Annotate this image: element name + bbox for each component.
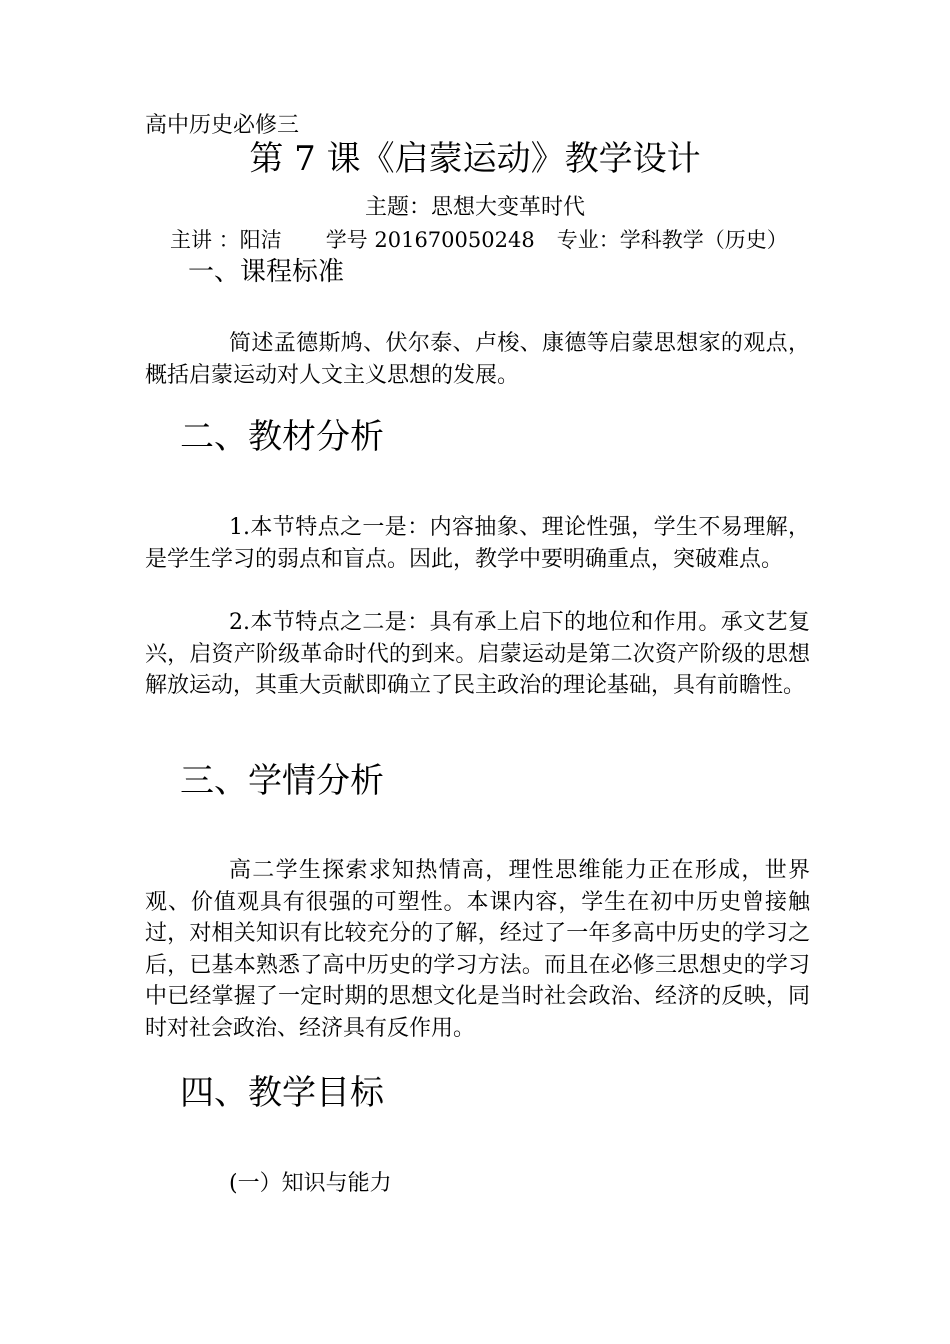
lecturer-label: 主讲 ：阳洁 [170, 228, 282, 252]
section-heading-teaching-objectives: 四、教学目标 [180, 1073, 384, 1113]
section-heading-curriculum-standard: 一、课程标准 [188, 257, 345, 287]
page-title: 第 7 课《启蒙运动》教学设计 [249, 139, 701, 179]
textbook-analysis-paragraph-1: 1.本节特点之一是：内容抽象、理论性强，学生不易理解，是学生学习的弱点和盲点。因此，教学中要明确重点，突破难点。 [145, 515, 810, 572]
section-heading-textbook-analysis: 二、教材分析 [180, 417, 384, 457]
theme-line: 主题：思想大变革时代 [364, 195, 585, 220]
section-heading-learner-analysis: 三、学情分析 [180, 761, 384, 801]
textbook-analysis-paragraph-2: 2.本节特点之二是：具有承上启下的地位和作用。承文艺复兴，启资产阶级革命时代的到来。启蒙运动是第二次资产阶级的思想解放运动，其重大贡献即确立了民主政治的理论基础，具有前瞻性。 [145, 610, 810, 698]
author-info-line [170, 226, 788, 254]
learner-analysis-paragraph: 高二学生探索求知热情高，理性思维能力正在形成，世界观、价值观具有很强的可塑性。本课内容，学生在初中历史曾接触过，对相关知识有比较充分的了解，经过了一年多高中历史的学习之后，已基本熟悉了高中历史的学习方法。而且在必修三思想史的学习中已经掌握了一定时期的思想文化是当时社会政治、经济的反映，同时对社会政治、经济具有反作用。 [145, 858, 810, 1041]
subject-line: 高中历史必修三 [145, 113, 300, 138]
curriculum-standard-paragraph: 简述孟德斯鸠、伏尔泰、卢梭、康德等启蒙思想家的观点，概括启蒙运动对人文主义思想的发展。 [145, 331, 810, 388]
student-id-label: 学号 201670050248 [325, 228, 535, 252]
subheading-knowledge-and-ability: (一）知识与能力 [229, 1171, 392, 1196]
major-label: 专业：学科教学（历史） [556, 228, 788, 252]
